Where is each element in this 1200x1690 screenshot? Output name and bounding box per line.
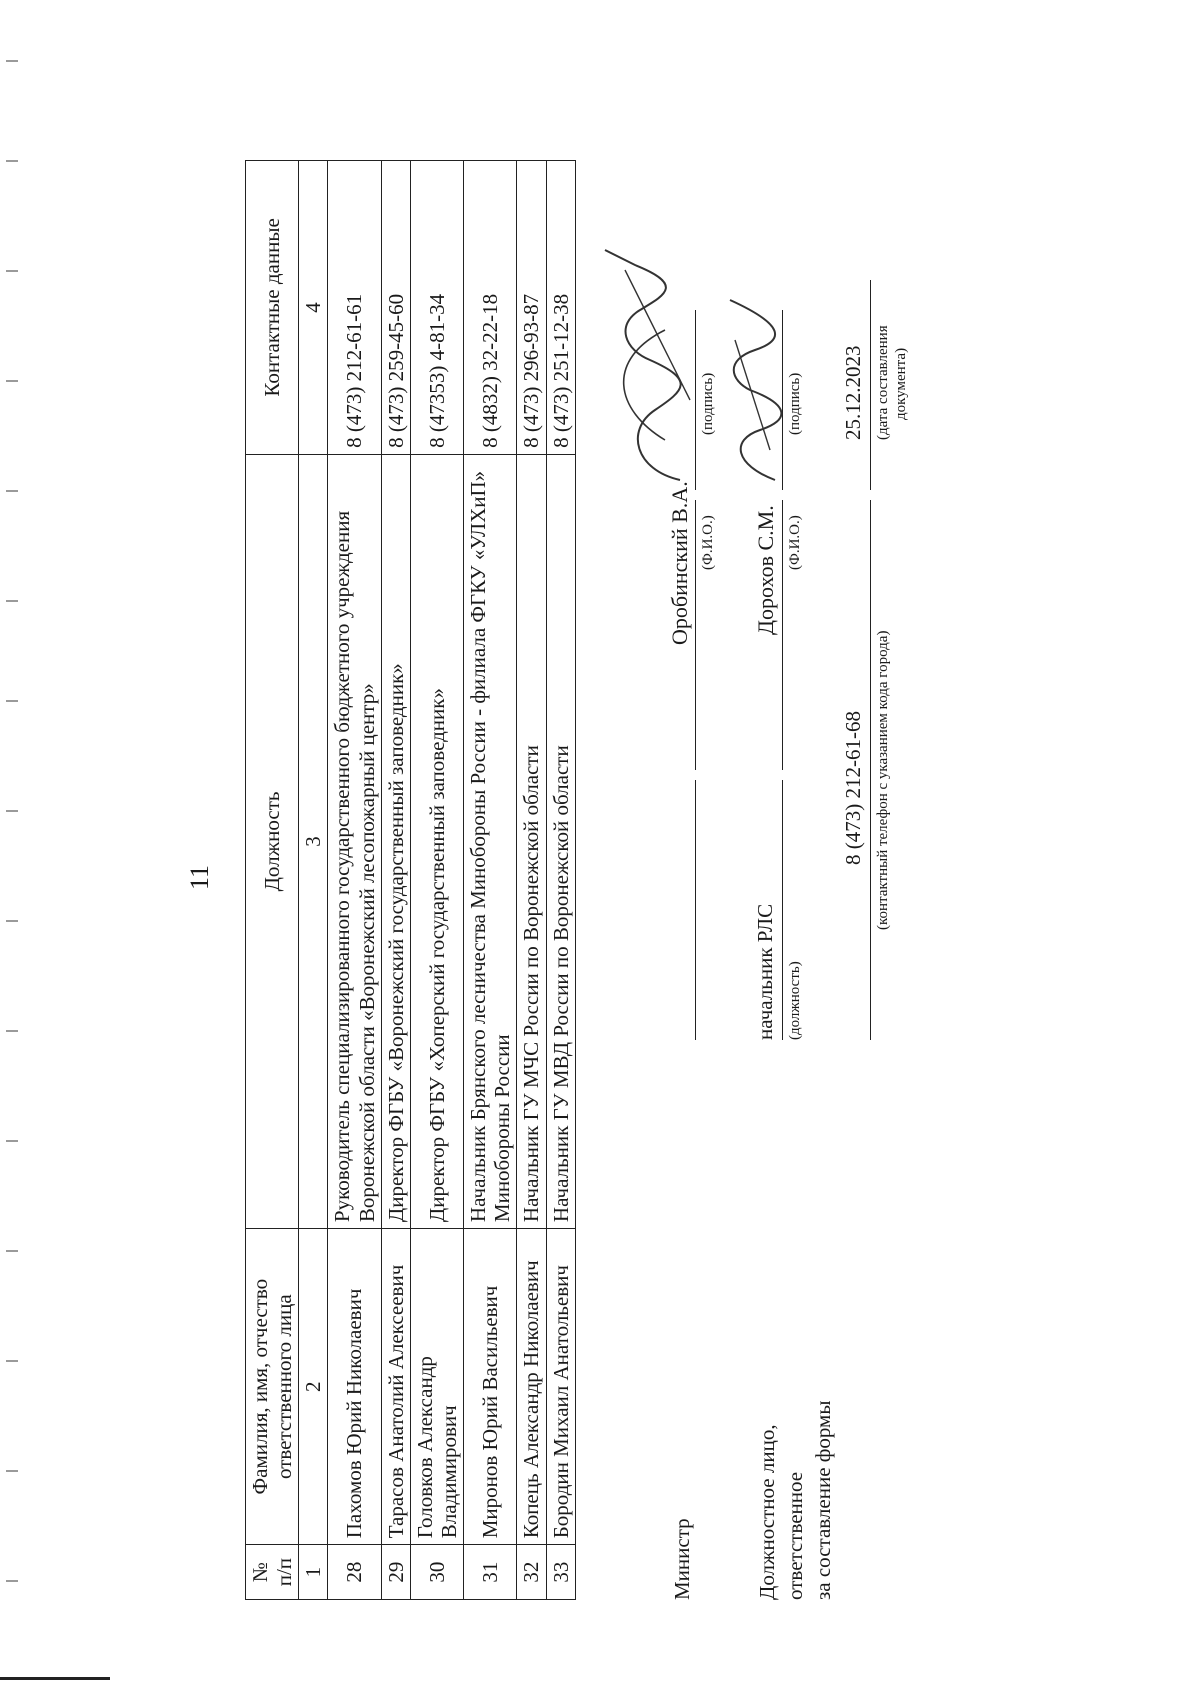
row-fio: Копець Александр Николаевич <box>517 1229 546 1545</box>
row-fio: Тарасов Анатолий Алексеевич <box>381 1229 410 1545</box>
table-row <box>328 161 381 1600</box>
column-number: 3 <box>299 454 328 1228</box>
responsible-fio-caption: (Ф.И.О.) <box>787 515 803 570</box>
minister-label: Министр <box>670 1518 694 1600</box>
minister-fio-line <box>695 500 696 770</box>
row-fio: Миронов Юрий Васильевич <box>464 1229 517 1545</box>
minister-fio: Оробинский В.А. <box>667 481 692 645</box>
row-position: Начальник ГУ МЧС России по Воронежской области <box>517 454 546 1228</box>
table-row <box>464 161 517 1600</box>
column-number-row <box>299 161 328 1600</box>
responsible-date: 25.12.2023 <box>841 345 865 440</box>
page-number: 11 <box>185 864 214 890</box>
minister-fio-caption: (Ф.И.О.) <box>700 515 716 570</box>
row-num: 32 <box>517 1545 546 1600</box>
row-phone: 8 (473) 212-61-61 <box>328 161 381 455</box>
header-num: № п/п <box>246 1545 299 1600</box>
row-num: 33 <box>546 1545 575 1600</box>
rotated-page <box>155 140 1195 1620</box>
responsible-position-caption: (должность) <box>787 961 803 1040</box>
table-row <box>517 161 546 1600</box>
responsible-phone-caption: (контактный телефон с указанием кода города) <box>875 630 891 930</box>
column-number: 2 <box>299 1229 328 1545</box>
responsible-date-caption-line1: (дата составления <box>875 325 891 440</box>
row-position: Начальник Брянского лесничества Минобороны России - филиала ФГКУ «УЛХиП» Минобороны России <box>464 454 517 1228</box>
responsible-date-caption-line2: документа) <box>893 347 909 420</box>
responsible-phone-line <box>870 500 871 1040</box>
scan-edge <box>0 1677 110 1690</box>
column-number: 1 <box>299 1545 328 1600</box>
row-position: Начальник ГУ МВД России по Воронежской области <box>546 454 575 1228</box>
row-position: Руководитель специализированного государственного бюджетного учреждения Воронежской области «Воронежский лесопожарный центр» <box>328 454 381 1228</box>
row-position: Директор ФГБУ «Хоперский государственный заповедник» <box>410 454 463 1228</box>
row-num: 28 <box>328 1545 381 1600</box>
responsible-fio: Дорохов С.М. <box>753 505 778 635</box>
row-phone: 8 (473) 251-12-38 <box>546 161 575 455</box>
row-fio: Головков Александр Владимирович <box>410 1229 463 1545</box>
row-fio: Пахомов Юрий Николаевич <box>328 1229 381 1545</box>
responsible-position-line <box>782 780 783 1040</box>
row-position: Директор ФГБУ «Воронежский государственный заповедник» <box>381 454 410 1228</box>
row-phone: 8 (4832) 32-22-18 <box>464 161 517 455</box>
header-position: Должность <box>246 454 299 1228</box>
minister-blank-line <box>695 780 696 1040</box>
responsible-label-line1: Должностное лицо, <box>755 1424 779 1600</box>
header-contacts: Контактные данные <box>246 161 299 455</box>
scan-punch-marks <box>0 0 40 1690</box>
responsible-sign-caption: (подпись) <box>787 372 803 435</box>
responsible-fio-line <box>782 500 783 770</box>
responsible-label-line2: ответственное <box>783 1471 807 1600</box>
row-num: 29 <box>381 1545 410 1600</box>
column-number: 4 <box>299 161 328 455</box>
row-num: 31 <box>464 1545 517 1600</box>
responsible-signature-mark <box>715 290 795 490</box>
responsible-phone: 8 (473) 212-61-68 <box>841 711 865 865</box>
row-fio: Бородин Михаил Анатольевич <box>546 1229 575 1545</box>
header-fio: Фамилия, имя, отчество ответственного лица <box>246 1229 299 1545</box>
minister-signature-mark <box>595 240 705 500</box>
table-header-row <box>246 161 299 1600</box>
row-num: 30 <box>410 1545 463 1600</box>
row-phone: 8 (47353) 4-81-34 <box>410 161 463 455</box>
minister-sign-caption: (подпись) <box>700 372 716 435</box>
table-row <box>410 161 463 1600</box>
responsible-label-line3: за составление формы <box>811 1400 835 1600</box>
table-row <box>546 161 575 1600</box>
table-row <box>381 161 410 1600</box>
responsible-date-line <box>870 280 871 490</box>
contacts-table <box>245 160 576 1600</box>
responsible-position: начальник РЛС <box>753 903 777 1040</box>
row-phone: 8 (473) 259-45-60 <box>381 161 410 455</box>
row-phone: 8 (473) 296-93-87 <box>517 161 546 455</box>
